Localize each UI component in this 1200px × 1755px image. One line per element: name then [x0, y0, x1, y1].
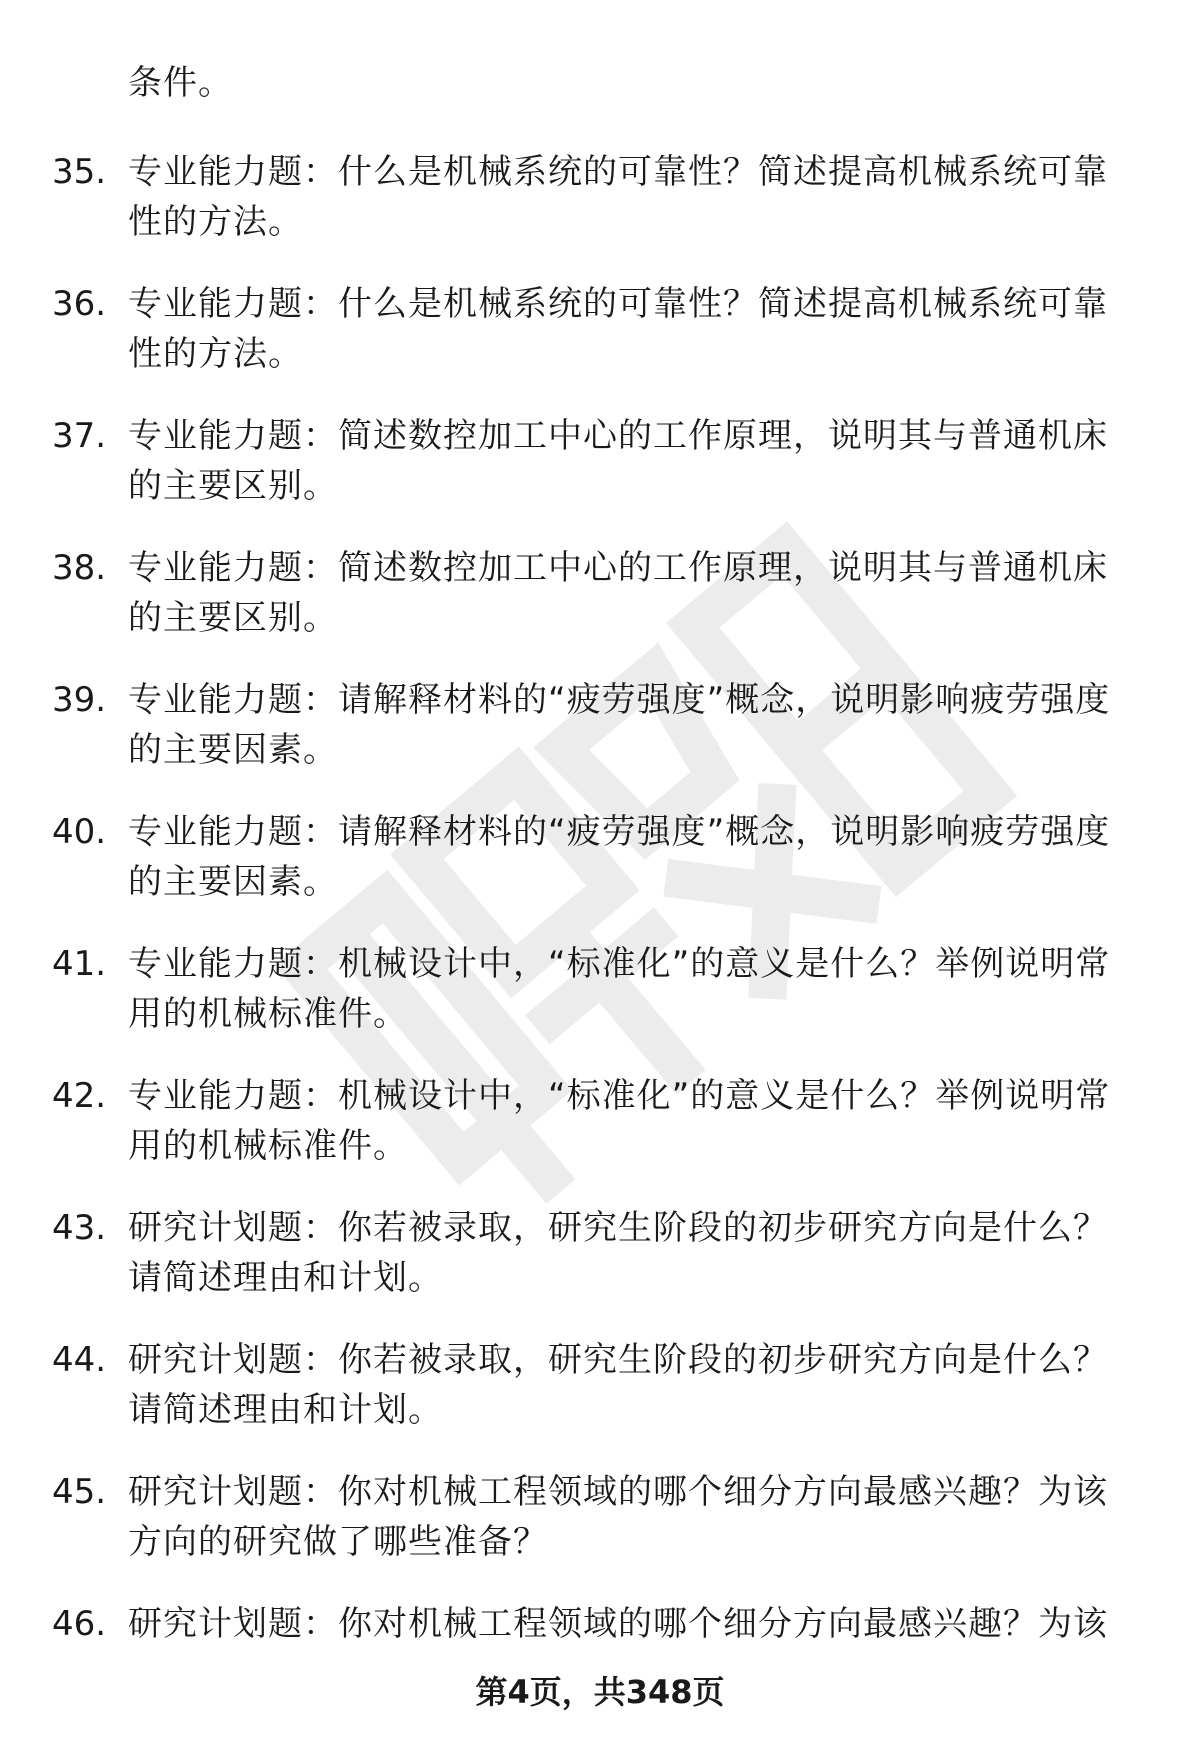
question-text: 研究计划题：你若被录取，研究生阶段的初步研究方向是什么？请简述理由和计划。 [128, 1208, 1108, 1298]
question-item [0, 1059, 1200, 1191]
question-number: 43. [52, 1208, 107, 1248]
question-item [0, 135, 1200, 267]
question-item [0, 399, 1200, 531]
page-number-footer: 第4页，共348页 [475, 1673, 725, 1711]
question-item [0, 1323, 1200, 1455]
question-text: 研究计划题：你对机械工程领域的哪个细分方向最感兴趣？为该方向的研究做了哪些准备？ [128, 1472, 1108, 1562]
question-number: 37. [52, 416, 107, 456]
question-number: 39. [52, 680, 107, 720]
question-text: 专业能力题：什么是机械系统的可靠性？简述提高机械系统可靠性的方法。 [128, 284, 1108, 374]
question-text: 研究计划题：你若被录取，研究生阶段的初步研究方向是什么？请简述理由和计划。 [128, 1340, 1108, 1430]
question-number: 45. [52, 1472, 107, 1512]
question-text: 专业能力题：简述数控加工中心的工作原理，说明其与普通机床的主要区别。 [128, 548, 1108, 638]
question-number: 35. [52, 152, 107, 192]
question-text: 专业能力题：机械设计中，“标准化”的意义是什么？举例说明常用的机械标准件。 [128, 944, 1111, 1034]
question-number: 41. [52, 944, 107, 984]
question-item [0, 1191, 1200, 1323]
question-number: 40. [52, 812, 107, 852]
question-number: 42. [52, 1076, 107, 1116]
question-text: 研究计划题：你对机械工程领域的哪个细分方向最感兴趣？为该 [128, 1604, 1108, 1644]
question-text: 专业能力题：简述数控加工中心的工作原理，说明其与普通机床的主要区别。 [128, 416, 1108, 506]
question-text: 专业能力题：请解释材料的“疲劳强度”概念，说明影响疲劳强度的主要因素。 [128, 680, 1111, 770]
question-item [0, 267, 1200, 399]
question-item [0, 795, 1200, 927]
question-number: 44. [52, 1340, 107, 1380]
question-text: 专业能力题：什么是机械系统的可靠性？简述提高机械系统可靠性的方法。 [128, 152, 1108, 242]
question-number: 38. [52, 548, 107, 588]
continued-question-text: 条件。 [128, 63, 233, 103]
question-number: 36. [52, 284, 107, 324]
question-item [0, 663, 1200, 795]
question-text: 专业能力题：请解释材料的“疲劳强度”概念，说明影响疲劳强度的主要因素。 [128, 812, 1111, 902]
question-item [0, 1455, 1200, 1587]
question-number: 46. [52, 1604, 107, 1644]
question-item [0, 531, 1200, 663]
question-item [0, 927, 1200, 1059]
question-text: 专业能力题：机械设计中，“标准化”的意义是什么？举例说明常用的机械标准件。 [128, 1076, 1111, 1166]
question-list [0, 135, 1200, 1719]
